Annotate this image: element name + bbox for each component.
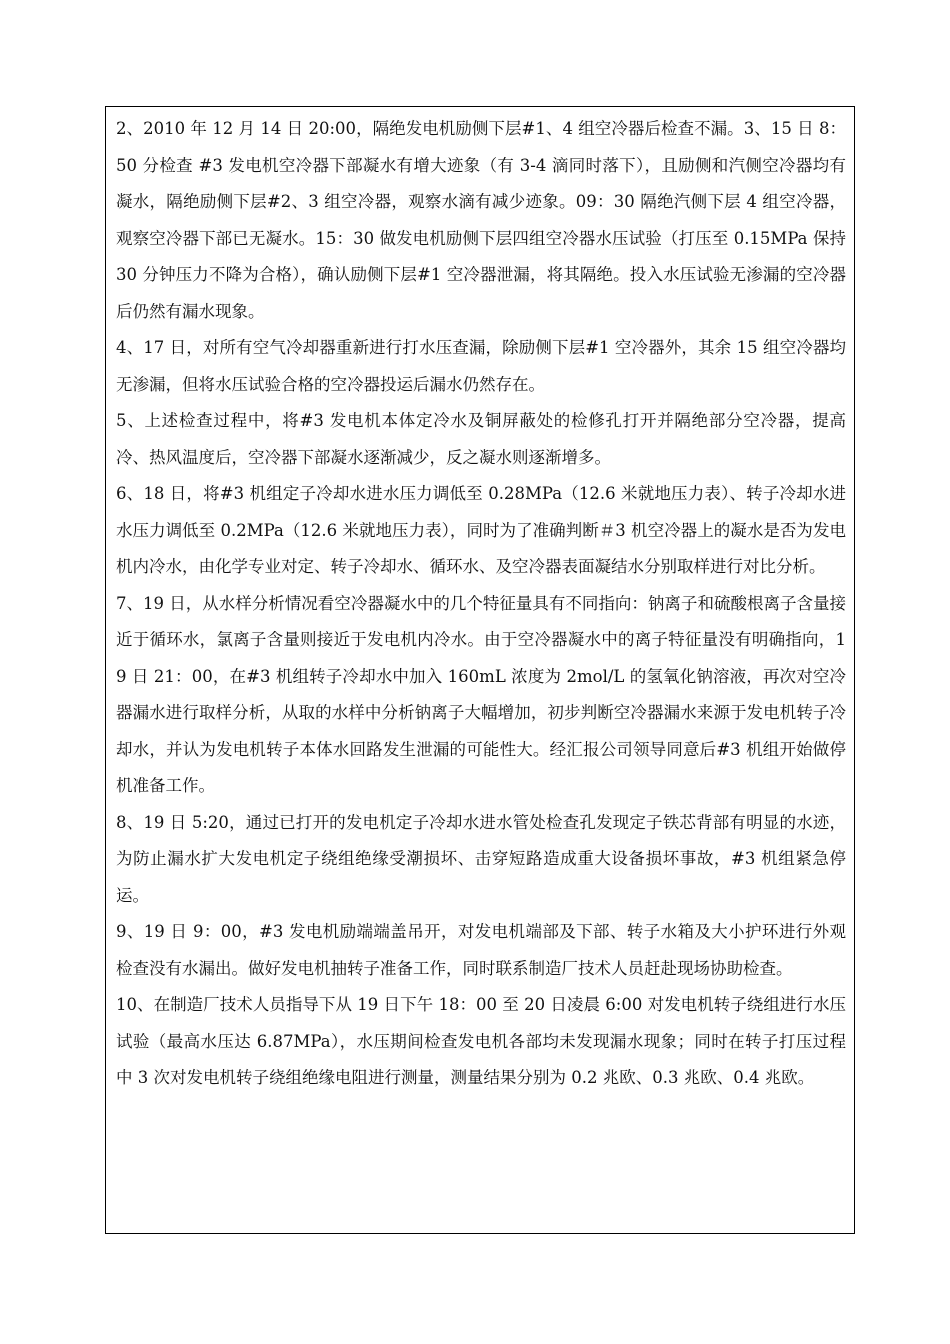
document-frame bbox=[105, 106, 855, 1234]
paragraph-7: 7、19 日，从水样分析情况看空冷器凝水中的几个特征量具有不同指向：钠离子和硫酸根离子含量接近于循环水，氯离子含量则接近于发电机内冷水。由于空冷器凝水中的离子特征量没有明确指向，19 日 21：00，在#3 机组转子冷却水中加入 160mL 浓度为 2mol/L 的氢氧化钠溶液，再次对空冷器漏水进行取样分析，从取的水样中分析钠离子大幅增加，初步判断空冷器漏水来源于发电机转子冷却水，并认为发电机转子本体水回路发生泄漏的可能性大。经汇报公司领导同意后#3 机组开始做停机准备工作。 bbox=[116, 593, 846, 795]
paragraph-6: 6、18 日，将#3 机组定子冷却水进水压力调低至 0.28MPa（12.6 米就地压力表）、转子冷却水进水压力调低至 0.2MPa（12.6 米就地压力表），同时为了准确判断＃3 机空冷器上的凝水是否为发电机内冷水，由化学专业对定、转子冷却水、循环水、及空冷器表面凝结水分别取样进行对比分析。 bbox=[116, 484, 846, 576]
paragraph-5: 5、上述检查过程中，将#3 发电机本体定冷水及铜屏蔽处的检修孔打开并隔绝部分空冷器，提高冷、热风温度后，空冷器下部凝水逐渐减少，反之凝水则逐渐增多。 bbox=[116, 411, 846, 467]
document-body bbox=[116, 111, 846, 1097]
paragraph-9: 9、19 日 9：00，#3 发电机励端端盖吊开，对发电机端部及下部、转子水箱及大小护环进行外观检查没有水漏出。做好发电机抽转子准备工作，同时联系制造厂技术人员赶赴现场协助检查。 bbox=[116, 922, 846, 978]
paragraph-4: 4、17 日，对所有空气冷却器重新进行打水压查漏，除励侧下层#1 空冷器外，其余 15 组空冷器均无渗漏，但将水压试验合格的空冷器投运后漏水仍然存在。 bbox=[116, 338, 846, 394]
paragraph-10: 10、在制造厂技术人员指导下从 19 日下午 18：00 至 20 日凌晨 6:00 对发电机转子绕组进行水压试验（最高水压达 6.87MPa），水压期间检查发电机各部均未发现漏水现象；同时在转子打压过程中 3 次对发电机转子绕组绝缘电阻进行测量，测量结果分别为 0.2 兆欧、0.3 兆欧、0.4 兆欧。 bbox=[116, 995, 846, 1087]
paragraph-8: 8、19 日 5:20，通过已打开的发电机定子冷却水进水管处检查孔发现定子铁芯背部有明显的水迹，为防止漏水扩大发电机定子绕组绝缘受潮损坏、击穿短路造成重大设备损坏事故，#3 机组紧急停运。 bbox=[116, 812, 846, 905]
paragraph-2-3: 2、2010 年 12 月 14 日 20:00，隔绝发电机励侧下层#1、4 组空冷器后检查不漏。3、15 日 8：50 分检查 #3 发电机空冷器下部凝水有增大迹象（有 3-4 滴同时落下），且励侧和汽侧空冷器均有凝水，隔绝励侧下层#2、3 组空冷器，观察水滴有减少迹象。09：30 隔绝汽侧下层 4 组空冷器，观察空冷器下部已无凝水。15：30 做发电机励侧下层四组空冷器水压试验（打压至 0.15MPa 保持 30 分钟压力不降为合格），确认励侧下层#1 空冷器泄漏，将其隔绝。投入水压试验无渗漏的空冷器后仍然有漏水现象。 bbox=[116, 119, 846, 321]
